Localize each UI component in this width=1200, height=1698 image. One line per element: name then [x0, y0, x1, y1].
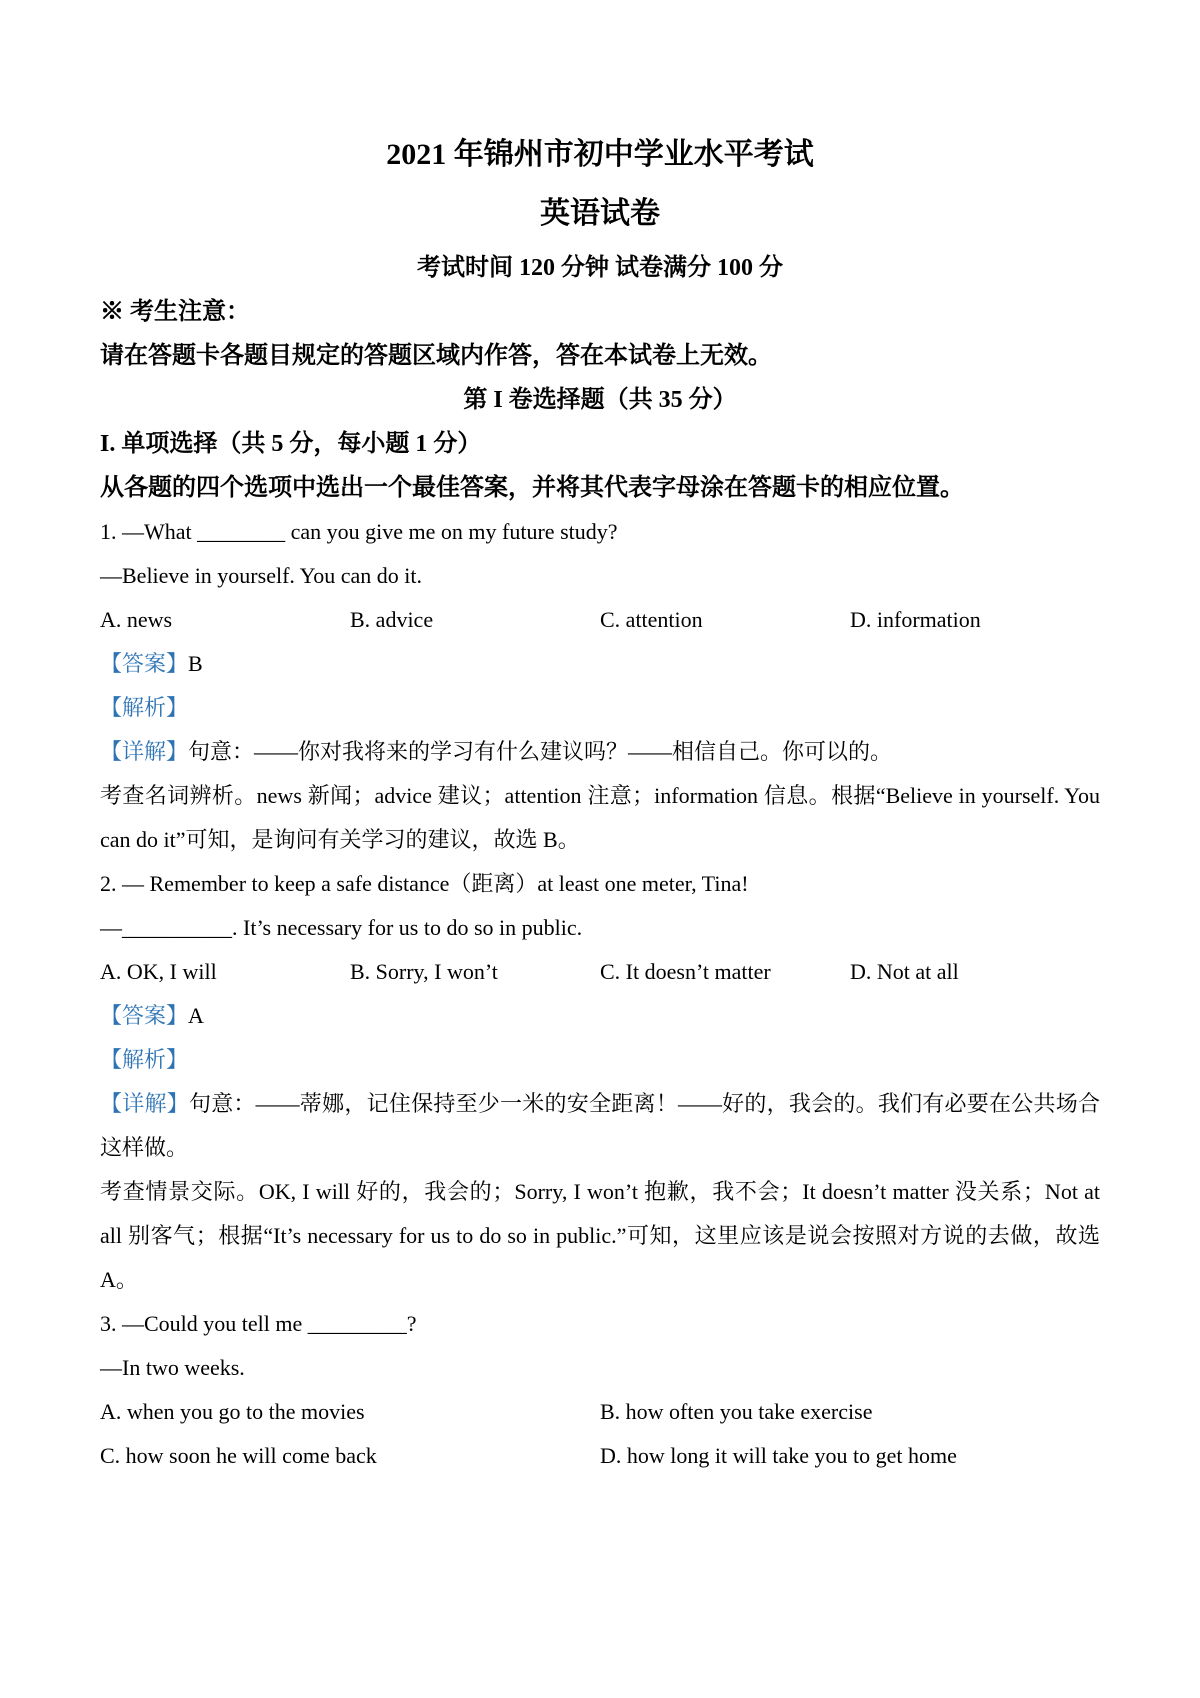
- question-3: [100, 1302, 1100, 1478]
- detail-label: 【详解】: [100, 1091, 189, 1116]
- question-2-analysis-label: 【解析】: [100, 1047, 189, 1072]
- question-3-option-d: D. how long it will take you to get home: [600, 1443, 957, 1468]
- question-2-stem-line-1: 2. — Remember to keep a safe distance（距离）at least one meter, Tina!: [100, 871, 749, 896]
- question-1-analysis-label: 【解析】: [100, 695, 189, 720]
- question-2-detail-text: 句意：——蒂娜，记住保持至少一米的安全距离！——好的，我会的。我们有必要在公共场合这样做。: [100, 1091, 1100, 1160]
- question-2-answer-value: A: [188, 1003, 204, 1028]
- question-3-options-row-1: [100, 1390, 1100, 1434]
- question-1-option-c: C. attention: [600, 607, 703, 632]
- question-2-option-b: B. Sorry, I won’t: [350, 959, 498, 984]
- section-one-instruction: 从各题的四个选项中选出一个最佳答案，并将其代表字母涂在答题卡的相应位置。: [100, 475, 964, 501]
- detail-label: 【详解】: [100, 739, 189, 764]
- question-2-option-a: A. OK, I will: [100, 959, 217, 984]
- question-3-option-b: B. how often you take exercise: [600, 1399, 873, 1424]
- question-1-detail-text: 句意：——你对我将来的学习有什么建议吗？——相信自己。你可以的。: [188, 739, 893, 764]
- question-2-detail-line: [100, 1082, 1100, 1170]
- question-3-option-c: C. how soon he will come back: [100, 1443, 377, 1468]
- question-1-options-row: [100, 598, 1100, 642]
- question-3-option-a: A. when you go to the movies: [100, 1399, 365, 1424]
- question-1-option-d: D. information: [850, 607, 981, 632]
- question-2-stem-line-2: —__________. It’s necessary for us to do so in public.: [100, 915, 583, 940]
- part-one-title: 第 I 卷选择题（共 35 分）: [463, 387, 737, 413]
- question-2-explanation: 考查情景交际。OK, I will 好的，我会的；Sorry, I won’t 抱歉，我不会；It doesn’t matter 没关系；Not at all 别客气；根据“It’s necessary for us to do so in public.”可知，这里应该是说会按照对方说的去做，故选 A。: [100, 1179, 1100, 1292]
- page-title: 2021 年锦州市初中学业水平考试: [386, 138, 814, 171]
- question-3-stem-line-1: 3. —Could you tell me _________?: [100, 1311, 417, 1336]
- answer-label: 【答案】: [100, 651, 189, 676]
- question-1: [100, 510, 1100, 862]
- section-one-title: I. 单项选择（共 5 分，每小题 1 分）: [100, 431, 482, 457]
- question-1-stem-line-2: —Believe in yourself. You can do it.: [100, 563, 423, 588]
- question-2: [100, 862, 1100, 1302]
- question-1-answer-value: B: [188, 651, 203, 676]
- exam-info-line: 考试时间 120 分钟 试卷满分 100 分: [417, 255, 783, 281]
- question-2-options-row: [100, 950, 1100, 994]
- page-subtitle: 英语试卷: [540, 197, 660, 230]
- question-1-option-a: A. news: [100, 607, 173, 632]
- question-2-option-d: D. Not at all: [850, 959, 959, 984]
- candidate-notice-text: 请在答题卡各题目规定的答题区域内作答，答在本试卷上无效。: [100, 343, 772, 369]
- answer-label: 【答案】: [100, 1003, 189, 1028]
- question-1-explanation: 考查名词辨析。news 新闻；advice 建议；attention 注意；information 信息。根据“Believe in yourself. You can do it”可知，是询问有关学习的建议，故选 B。: [100, 783, 1100, 852]
- question-1-option-b: B. advice: [350, 607, 434, 632]
- candidate-notice-label: ※ 考生注意：: [100, 299, 250, 325]
- question-2-option-c: C. It doesn’t matter: [600, 959, 771, 984]
- question-1-answer-line: [100, 642, 1100, 686]
- question-2-answer-line: [100, 994, 1100, 1038]
- question-3-options-row-2: [100, 1434, 1100, 1478]
- question-1-detail-line: [100, 730, 1100, 774]
- question-1-stem-line-1: 1. —What ________ can you give me on my future study?: [100, 519, 618, 544]
- question-3-stem-line-2: —In two weeks.: [100, 1355, 245, 1380]
